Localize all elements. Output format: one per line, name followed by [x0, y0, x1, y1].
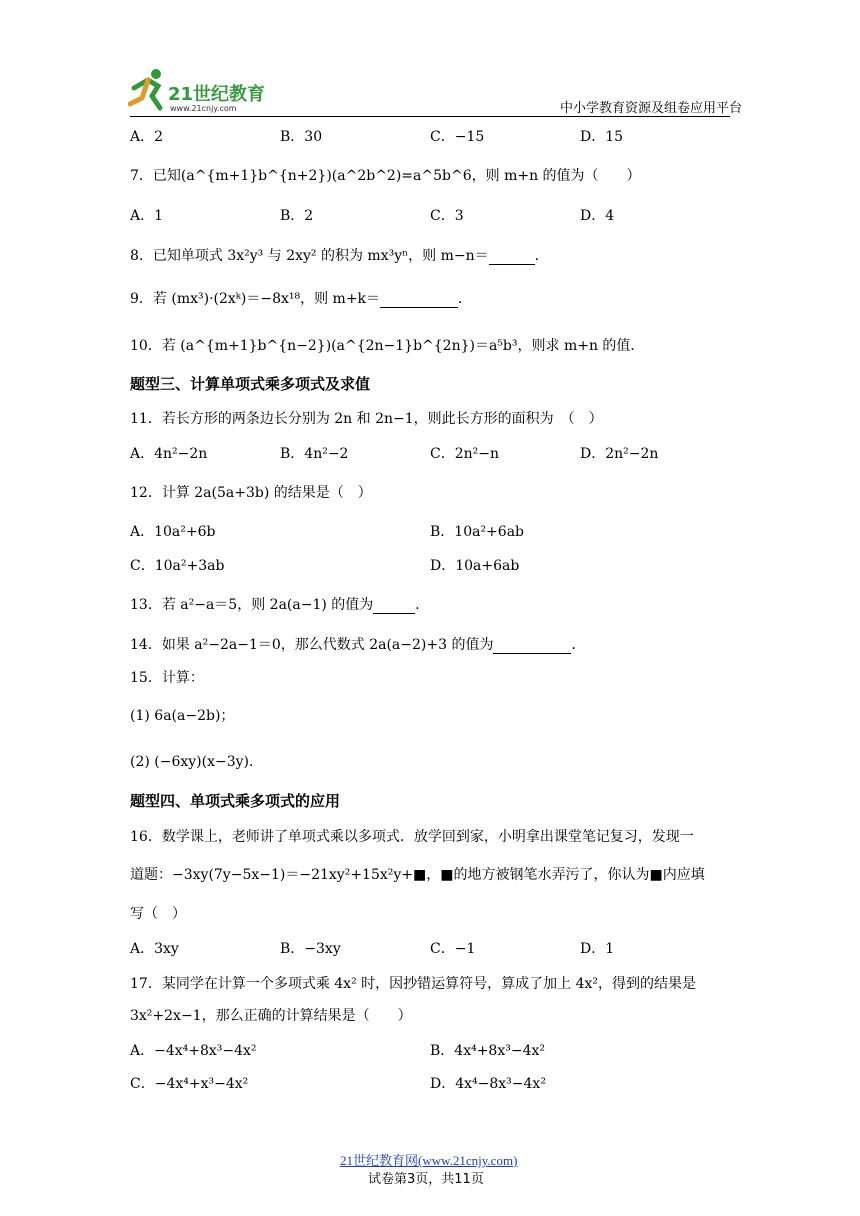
q6-option-d[interactable]: D．15	[580, 129, 624, 145]
q17-option-b[interactable]: B．4x⁴+8x³−4x²	[430, 1043, 545, 1059]
q16-line1: 16．数学课上，老师讲了单项式乘以多项式．放学回到家，小明拿出课堂笔记复习，发现一	[130, 829, 694, 845]
q8-answer-blank[interactable]	[489, 248, 535, 265]
q15-part2: (2) (−6xy)(x−3y)．	[130, 754, 264, 770]
footer-page-number: 试卷第3页，共11页	[368, 1172, 484, 1187]
q12-option-b[interactable]: B．10a²+6ab	[430, 524, 525, 540]
q13-answer-blank[interactable]	[373, 597, 415, 614]
header-platform-text: 中小学教育资源及组卷应用平台	[560, 101, 743, 116]
q16-line2: 道题：−3xy(7y−5x−1)＝−21xy²+15x²y+■，■的地方被钢笔水弄污了，你认为■内应填	[130, 867, 705, 883]
footer-site-link[interactable]: 21世纪教育网(www.21cnjy.com)	[340, 1153, 518, 1168]
q11-stem: 11．若长方形的两条边长分别为 2n 和 2n−1，则此长方形的面积为 （ ）	[130, 411, 603, 427]
q12-option-a[interactable]: A．10a²+6b	[130, 524, 216, 540]
logo-brand: 21世纪教育	[168, 84, 266, 105]
runner-icon	[128, 68, 168, 112]
q12-stem: 12．计算 2a(5a+3b) 的结果是（ ）	[130, 485, 372, 501]
q7-option-c[interactable]: C．3	[430, 208, 464, 224]
q11-option-d[interactable]: D．2n²−2n	[580, 446, 659, 462]
logo	[128, 68, 278, 116]
q8-stem: 8．已知单项式 3x²y³ 与 2xy² 的积为 mx³yⁿ，则 m−n＝	[130, 248, 489, 264]
q7-option-b[interactable]: B．2	[280, 208, 314, 224]
logo-url: www.21cnjy.com	[170, 104, 237, 113]
q13-end: ．	[415, 597, 430, 613]
q7-option-a[interactable]: A．1	[130, 208, 164, 224]
q14-end: ．	[571, 637, 586, 653]
q10-stem: 10．若 (a^{m+1}b^{n−2})(a^{2n−1}b^{2n})＝a⁵b³，则求 m+n 的值．	[130, 338, 645, 354]
q12-option-c[interactable]: C．10a²+3ab	[130, 558, 225, 574]
q11-option-a[interactable]: A．4n²−2n	[130, 446, 208, 462]
q8-end: ．	[534, 248, 549, 264]
q16-option-b[interactable]: B．−3xy	[280, 941, 341, 957]
q7-stem: 7．已知(a^{m+1}b^{n+2})(a^2b^2)=a^5b^6，则 m+n 的值为（ ）	[130, 168, 641, 184]
q9-stem: 9．若 (mx³)·(2xᵏ)＝−8x¹⁸，则 m+k＝	[130, 291, 381, 307]
q8-question	[130, 245, 549, 265]
q16-option-d[interactable]: D．1	[580, 941, 615, 957]
q17-line2: 3x²+2x−1，那么正确的计算结果是（ ）	[130, 1008, 412, 1024]
q15-stem: 15．计算：	[130, 670, 204, 686]
q16-option-a[interactable]: A．3xy	[130, 941, 179, 957]
q17-option-c[interactable]: C．−4x⁴+x³−4x²	[130, 1076, 249, 1092]
q9-end: ．	[458, 291, 473, 307]
q6-option-a[interactable]: A．2	[130, 129, 164, 145]
q16-option-c[interactable]: C．−1	[430, 941, 476, 957]
q14-stem: 14．如果 a²−2a−1＝0，那么代数式 2a(a−2)+3 的值为	[130, 637, 494, 653]
section3-title: 题型三、计算单项式乘多项式及求值	[130, 375, 371, 393]
q9-answer-blank[interactable]	[380, 291, 458, 308]
q9-question	[130, 288, 472, 308]
q13-question	[130, 594, 429, 614]
q13-stem: 13．若 a²−a＝5，则 2a(a−1) 的值为	[130, 597, 374, 613]
q6-option-c[interactable]: C．−15	[430, 129, 485, 145]
q17-option-a[interactable]: A．−4x⁴+8x³−4x²	[130, 1043, 257, 1059]
q17-line1: 17．某同学在计算一个多项式乘 4x² 时，因抄错运算符号，算成了加上 4x²，得到的结果是	[130, 976, 696, 992]
q14-question	[130, 634, 585, 654]
q11-option-b[interactable]: B．4n²−2	[280, 446, 349, 462]
header-rule	[130, 116, 730, 117]
q12-option-d[interactable]: D．10a+6ab	[430, 558, 520, 574]
q15-part1: (1) 6a(a−2b)；	[130, 708, 235, 724]
q7-option-d[interactable]: D．4	[580, 208, 615, 224]
q17-option-d[interactable]: D．4x⁴−8x³−4x²	[430, 1076, 546, 1092]
q11-option-c[interactable]: C．2n²−n	[430, 446, 499, 462]
q6-option-b[interactable]: B．30	[280, 129, 323, 145]
q16-line3: 写（ ）	[130, 906, 186, 922]
section4-title: 题型四、单项式乘多项式的应用	[130, 792, 341, 810]
q14-answer-blank[interactable]	[493, 637, 571, 654]
